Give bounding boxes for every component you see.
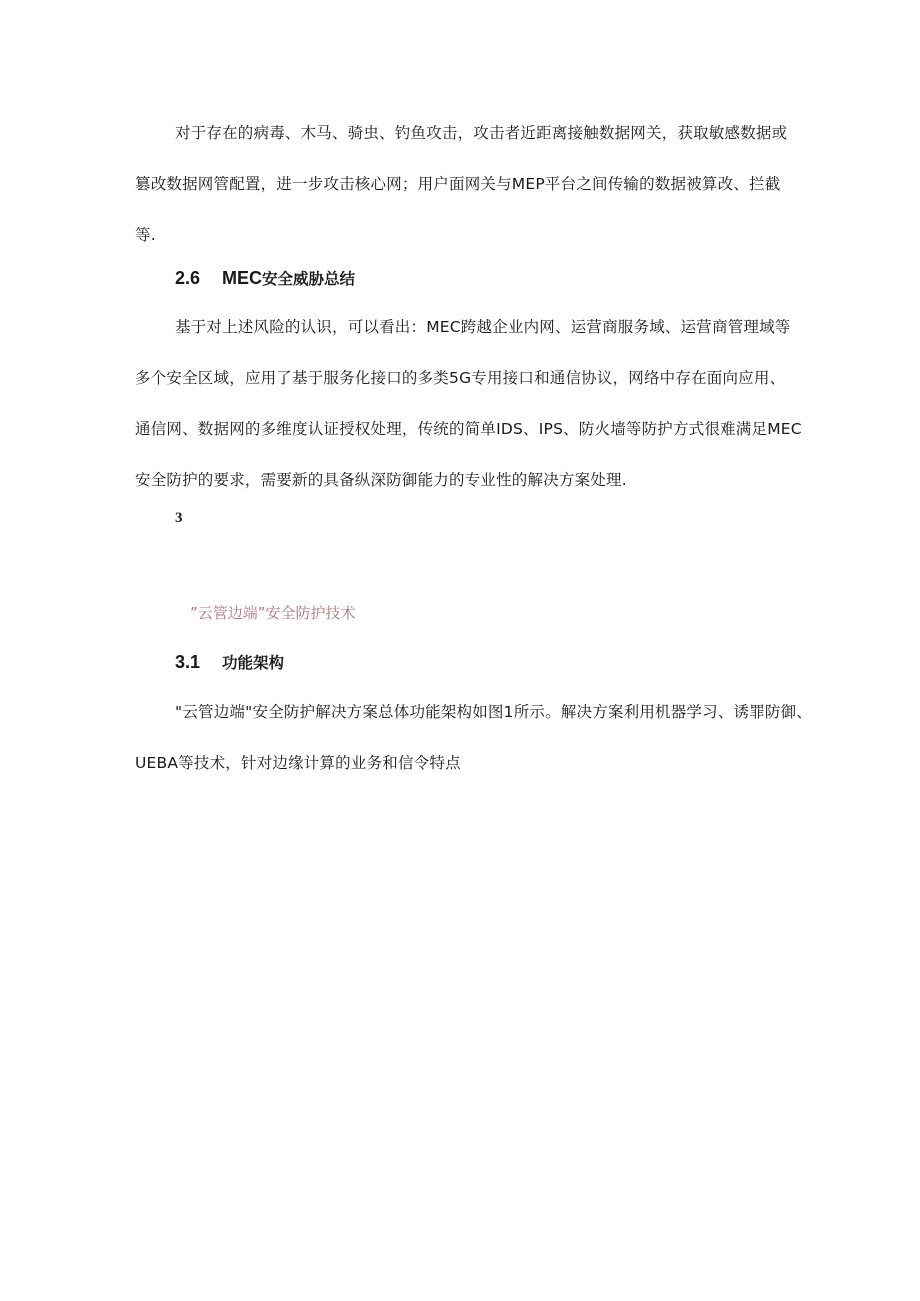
paragraph-line: 多个安全区域，应用了基于服务化接口的多类5G专用接口和通信协议，网络中存在面向应用、 [135,369,786,387]
paragraph-line: 安全防护的要求，需要新的具备纵深防御能力的专业性的解决方案处理. [135,471,627,489]
section-title: 安全威胁总结 [262,270,356,288]
section-number: 3.1 [175,652,201,672]
paragraph-summary [135,302,802,506]
chapter-title: ”云管边端”安全防护技术 [190,604,356,622]
paragraph-line: 通信网、数据网的多维度认证授权处理，传统的简单IDS、IPS、防火墙等防护方式很难满足MEC [135,420,802,438]
paragraph-line: 对于存在的病毒、木马、骑虫、钓鱼攻击，攻击者近距离接触数据网关，获取敏感数据或 [175,124,788,142]
paragraph-line: 基于对上述风险的认识，可以看出：MEC跨越企业内网、运营商服务域、运营商管理域等 [175,318,791,336]
section-heading-3-1 [175,650,284,675]
paragraph-line: "云管边端"安全防护解决方案总体功能架构如图1所示。解决方案利用机器学习、诱罪防御、 [175,703,813,721]
section-title: 功能架构 [222,654,285,672]
paragraph-architecture [135,687,813,789]
section-number: 2.6 [175,268,201,288]
paragraph-line: 等. [135,226,156,244]
paragraph-line: UEBA等技术，针对边缘计算的业务和信令特点 [135,754,461,772]
section-heading-2-6 [175,266,355,291]
paragraph-threats [135,108,795,261]
chapter-number: 3 [175,510,183,526]
paragraph-line: 篡改数据网管配置，进一步攻击核心网；用户面网关与MEP平台之间传输的数据被算改、拦截 [135,175,781,193]
section-title-prefix: MEC [222,268,263,288]
